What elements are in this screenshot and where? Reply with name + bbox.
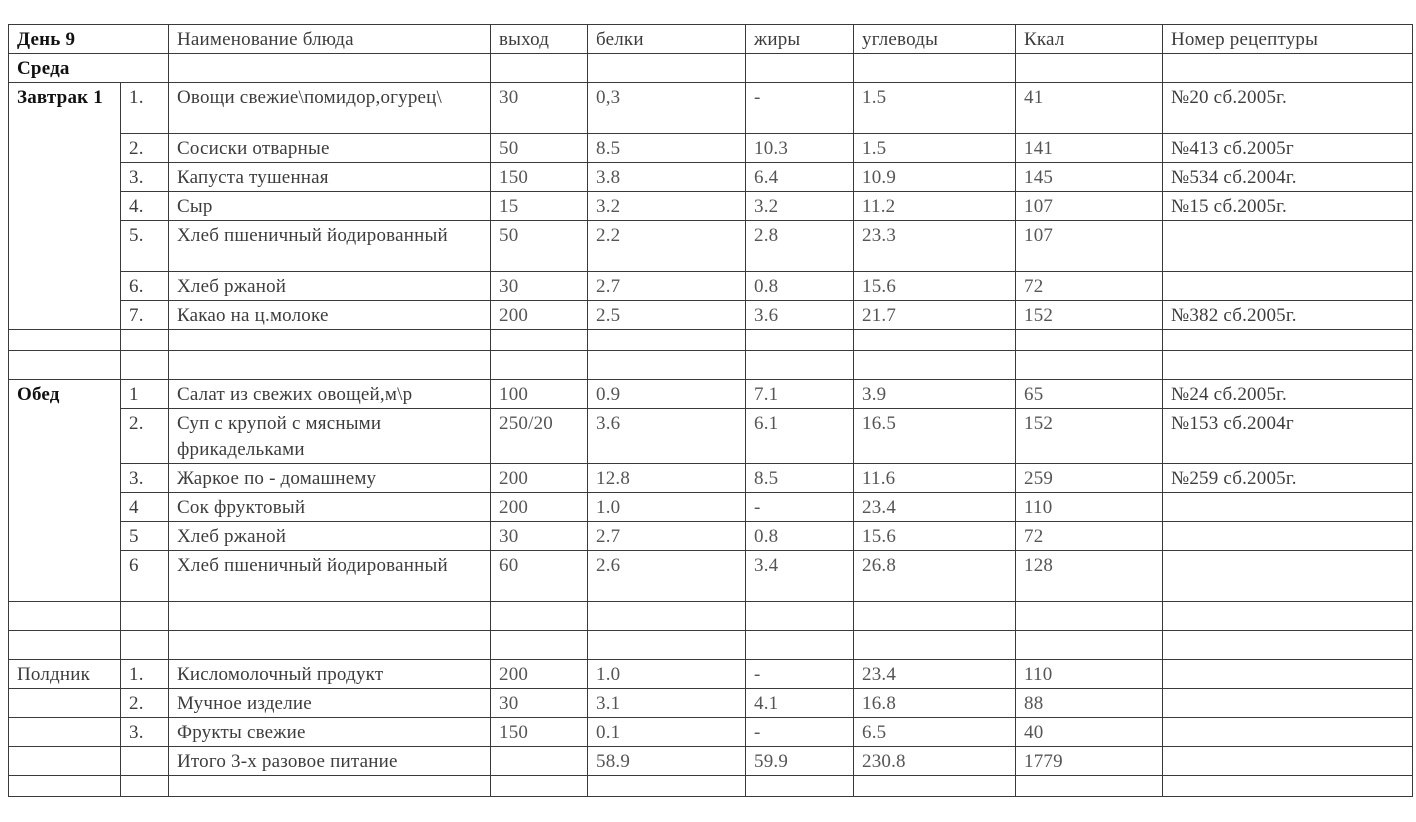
header-protein: белки xyxy=(588,25,746,54)
dish-carbs: 15.6 xyxy=(854,272,1016,301)
row-number: 6. xyxy=(121,272,169,301)
table-row xyxy=(9,522,1413,551)
dish-recipe: №413 сб.2005г xyxy=(1163,134,1413,163)
dish-kcal: 88 xyxy=(1016,689,1163,718)
dish-fat: 2.8 xyxy=(746,221,854,272)
menu-table xyxy=(8,24,1413,797)
dish-kcal: 152 xyxy=(1016,301,1163,330)
dish-fat: 0.8 xyxy=(746,522,854,551)
dish-name: Хлеб пшеничный йодированный xyxy=(169,551,491,602)
dish-fat: 8.5 xyxy=(746,464,854,493)
dish-recipe xyxy=(1163,221,1413,272)
meal-label-lunch: Обед xyxy=(9,380,121,602)
dish-recipe: №20 сб.2005г. xyxy=(1163,83,1413,134)
weekday-row xyxy=(9,54,1413,83)
dish-carbs: 23.4 xyxy=(854,493,1016,522)
dish-kcal: 65 xyxy=(1016,380,1163,409)
dish-protein: 2.6 xyxy=(588,551,746,602)
dish-name: Овощи свежие\помидор,огурец\ xyxy=(169,83,491,134)
dish-recipe xyxy=(1163,272,1413,301)
dish-carbs: 1.5 xyxy=(854,134,1016,163)
dish-fat: - xyxy=(746,718,854,747)
table-row xyxy=(9,718,1413,747)
dish-name: Фрукты свежие xyxy=(169,718,491,747)
meal-label-breakfast: Завтрак 1 xyxy=(9,83,121,330)
table-row xyxy=(9,221,1413,272)
dish-carbs: 21.7 xyxy=(854,301,1016,330)
dish-carbs: 26.8 xyxy=(854,551,1016,602)
table-row xyxy=(9,689,1413,718)
total-fat: 59.9 xyxy=(746,747,854,776)
dish-yield: 200 xyxy=(491,660,588,689)
total-protein: 58.9 xyxy=(588,747,746,776)
dish-recipe: №153 сб.2004г xyxy=(1163,409,1413,464)
spacer-row xyxy=(9,330,1413,351)
dish-fat: - xyxy=(746,660,854,689)
dish-name: Какао на ц.молоке xyxy=(169,301,491,330)
table-row xyxy=(9,272,1413,301)
dish-fat: 10.3 xyxy=(746,134,854,163)
table-row xyxy=(9,409,1413,464)
dish-recipe: №534 сб.2004г. xyxy=(1163,163,1413,192)
dish-name: Сок фруктовый xyxy=(169,493,491,522)
header-name: Наименование блюда xyxy=(169,25,491,54)
dish-fat: 6.4 xyxy=(746,163,854,192)
dish-kcal: 107 xyxy=(1016,221,1163,272)
dish-name: Сыр xyxy=(169,192,491,221)
dish-fat: 3.6 xyxy=(746,301,854,330)
dish-recipe xyxy=(1163,718,1413,747)
row-number: 3. xyxy=(121,718,169,747)
dish-protein: 2.5 xyxy=(588,301,746,330)
dish-fat: 0.8 xyxy=(746,272,854,301)
dish-fat: 3.2 xyxy=(746,192,854,221)
dish-kcal: 128 xyxy=(1016,551,1163,602)
dish-yield: 50 xyxy=(491,134,588,163)
dish-kcal: 110 xyxy=(1016,660,1163,689)
dish-name: Капуста тушенная xyxy=(169,163,491,192)
table-row xyxy=(9,660,1413,689)
dish-protein: 3.8 xyxy=(588,163,746,192)
empty-cell xyxy=(9,747,121,776)
row-number: 4. xyxy=(121,192,169,221)
dish-kcal: 72 xyxy=(1016,272,1163,301)
dish-yield: 200 xyxy=(491,464,588,493)
empty-cell xyxy=(1163,747,1413,776)
dish-yield: 100 xyxy=(491,380,588,409)
dish-carbs: 16.5 xyxy=(854,409,1016,464)
dish-yield: 50 xyxy=(491,221,588,272)
dish-carbs: 16.8 xyxy=(854,689,1016,718)
dish-protein: 2.7 xyxy=(588,522,746,551)
header-day: День 9 xyxy=(9,25,169,54)
dish-name: Хлеб пшеничный йодированный xyxy=(169,221,491,272)
dish-name: Кисломолочный продукт xyxy=(169,660,491,689)
dish-protein: 3.2 xyxy=(588,192,746,221)
meal-label-snack: Полдник xyxy=(9,660,121,689)
empty-cell xyxy=(588,54,746,83)
empty-cell xyxy=(121,747,169,776)
dish-carbs: 6.5 xyxy=(854,718,1016,747)
dish-name: Жаркое по - домашнему xyxy=(169,464,491,493)
row-number: 2. xyxy=(121,409,169,464)
empty-cell xyxy=(491,54,588,83)
row-number: 1. xyxy=(121,660,169,689)
empty-cell xyxy=(1163,54,1413,83)
header-recipe: Номер рецептуры xyxy=(1163,25,1413,54)
weekday-label: Среда xyxy=(9,54,169,83)
dish-yield: 250/20 xyxy=(491,409,588,464)
dish-protein: 3.6 xyxy=(588,409,746,464)
dish-carbs: 23.4 xyxy=(854,660,1016,689)
dish-recipe xyxy=(1163,522,1413,551)
header-fat: жиры xyxy=(746,25,854,54)
dish-recipe: №15 сб.2005г. xyxy=(1163,192,1413,221)
table-row xyxy=(9,380,1413,409)
dish-kcal: 141 xyxy=(1016,134,1163,163)
table-row xyxy=(9,551,1413,602)
row-number: 3. xyxy=(121,464,169,493)
dish-name: Хлеб ржаной xyxy=(169,272,491,301)
dish-carbs: 1.5 xyxy=(854,83,1016,134)
row-number: 5 xyxy=(121,522,169,551)
dish-kcal: 110 xyxy=(1016,493,1163,522)
dish-yield: 200 xyxy=(491,301,588,330)
empty-cell xyxy=(9,718,121,747)
row-number: 5. xyxy=(121,221,169,272)
total-kcal: 1779 xyxy=(1016,747,1163,776)
dish-name: Суп с крупой с мясными фрикадельками xyxy=(169,409,491,464)
dish-carbs: 23.3 xyxy=(854,221,1016,272)
dish-name: Хлеб ржаной xyxy=(169,522,491,551)
spacer-row xyxy=(9,351,1413,380)
dish-carbs: 11.2 xyxy=(854,192,1016,221)
empty-cell xyxy=(491,747,588,776)
dish-protein: 1.0 xyxy=(588,493,746,522)
dish-recipe xyxy=(1163,493,1413,522)
dish-recipe: №24 сб.2005г. xyxy=(1163,380,1413,409)
spacer-row xyxy=(9,631,1413,660)
dish-fat: 6.1 xyxy=(746,409,854,464)
dish-protein: 0.1 xyxy=(588,718,746,747)
dish-yield: 15 xyxy=(491,192,588,221)
table-row xyxy=(9,301,1413,330)
row-number: 4 xyxy=(121,493,169,522)
dish-yield: 200 xyxy=(491,493,588,522)
header-yield: выход xyxy=(491,25,588,54)
dish-recipe xyxy=(1163,551,1413,602)
dish-name: Сосиски отварные xyxy=(169,134,491,163)
empty-cell xyxy=(9,689,121,718)
empty-cell xyxy=(854,54,1016,83)
row-number: 2. xyxy=(121,134,169,163)
header-carbs: углеводы xyxy=(854,25,1016,54)
dish-protein: 8.5 xyxy=(588,134,746,163)
dish-carbs: 11.6 xyxy=(854,464,1016,493)
dish-yield: 30 xyxy=(491,522,588,551)
dish-yield: 30 xyxy=(491,272,588,301)
dish-kcal: 259 xyxy=(1016,464,1163,493)
dish-recipe xyxy=(1163,689,1413,718)
dish-yield: 30 xyxy=(491,83,588,134)
table-row xyxy=(9,134,1413,163)
empty-cell xyxy=(169,54,491,83)
table-row xyxy=(9,83,1413,134)
dish-protein: 2.2 xyxy=(588,221,746,272)
dish-carbs: 10.9 xyxy=(854,163,1016,192)
dish-carbs: 3.9 xyxy=(854,380,1016,409)
table-row xyxy=(9,163,1413,192)
dish-fat: 4.1 xyxy=(746,689,854,718)
dish-yield: 150 xyxy=(491,718,588,747)
dish-kcal: 40 xyxy=(1016,718,1163,747)
dish-protein: 12.8 xyxy=(588,464,746,493)
spacer-row xyxy=(9,776,1413,797)
dish-kcal: 152 xyxy=(1016,409,1163,464)
dish-recipe: №382 сб.2005г. xyxy=(1163,301,1413,330)
dish-name: Мучное изделие xyxy=(169,689,491,718)
header-kcal: Ккал xyxy=(1016,25,1163,54)
dish-fat: - xyxy=(746,493,854,522)
row-number: 1 xyxy=(121,380,169,409)
dish-fat: 7.1 xyxy=(746,380,854,409)
table-row xyxy=(9,464,1413,493)
row-number: 7. xyxy=(121,301,169,330)
dish-fat: 3.4 xyxy=(746,551,854,602)
row-number: 1. xyxy=(121,83,169,134)
table-row xyxy=(9,192,1413,221)
dish-yield: 30 xyxy=(491,689,588,718)
row-number: 2. xyxy=(121,689,169,718)
dish-kcal: 107 xyxy=(1016,192,1163,221)
dish-protein: 1.0 xyxy=(588,660,746,689)
menu-sheet xyxy=(8,24,1412,797)
spacer-row xyxy=(9,602,1413,631)
dish-yield: 150 xyxy=(491,163,588,192)
row-number: 3. xyxy=(121,163,169,192)
dish-kcal: 145 xyxy=(1016,163,1163,192)
table-row xyxy=(9,493,1413,522)
dish-protein: 3.1 xyxy=(588,689,746,718)
dish-name: Салат из свежих овощей,м\р xyxy=(169,380,491,409)
dish-kcal: 41 xyxy=(1016,83,1163,134)
total-label: Итого 3-х разовое питание xyxy=(169,747,491,776)
row-number: 6 xyxy=(121,551,169,602)
empty-cell xyxy=(1016,54,1163,83)
dish-recipe xyxy=(1163,660,1413,689)
dish-kcal: 72 xyxy=(1016,522,1163,551)
dish-protein: 2.7 xyxy=(588,272,746,301)
dish-fat: - xyxy=(746,83,854,134)
total-carbs: 230.8 xyxy=(854,747,1016,776)
dish-yield: 60 xyxy=(491,551,588,602)
total-row xyxy=(9,747,1413,776)
empty-cell xyxy=(746,54,854,83)
dish-recipe: №259 сб.2005г. xyxy=(1163,464,1413,493)
dish-carbs: 15.6 xyxy=(854,522,1016,551)
dish-protein: 0,3 xyxy=(588,83,746,134)
dish-protein: 0.9 xyxy=(588,380,746,409)
header-row xyxy=(9,25,1413,54)
